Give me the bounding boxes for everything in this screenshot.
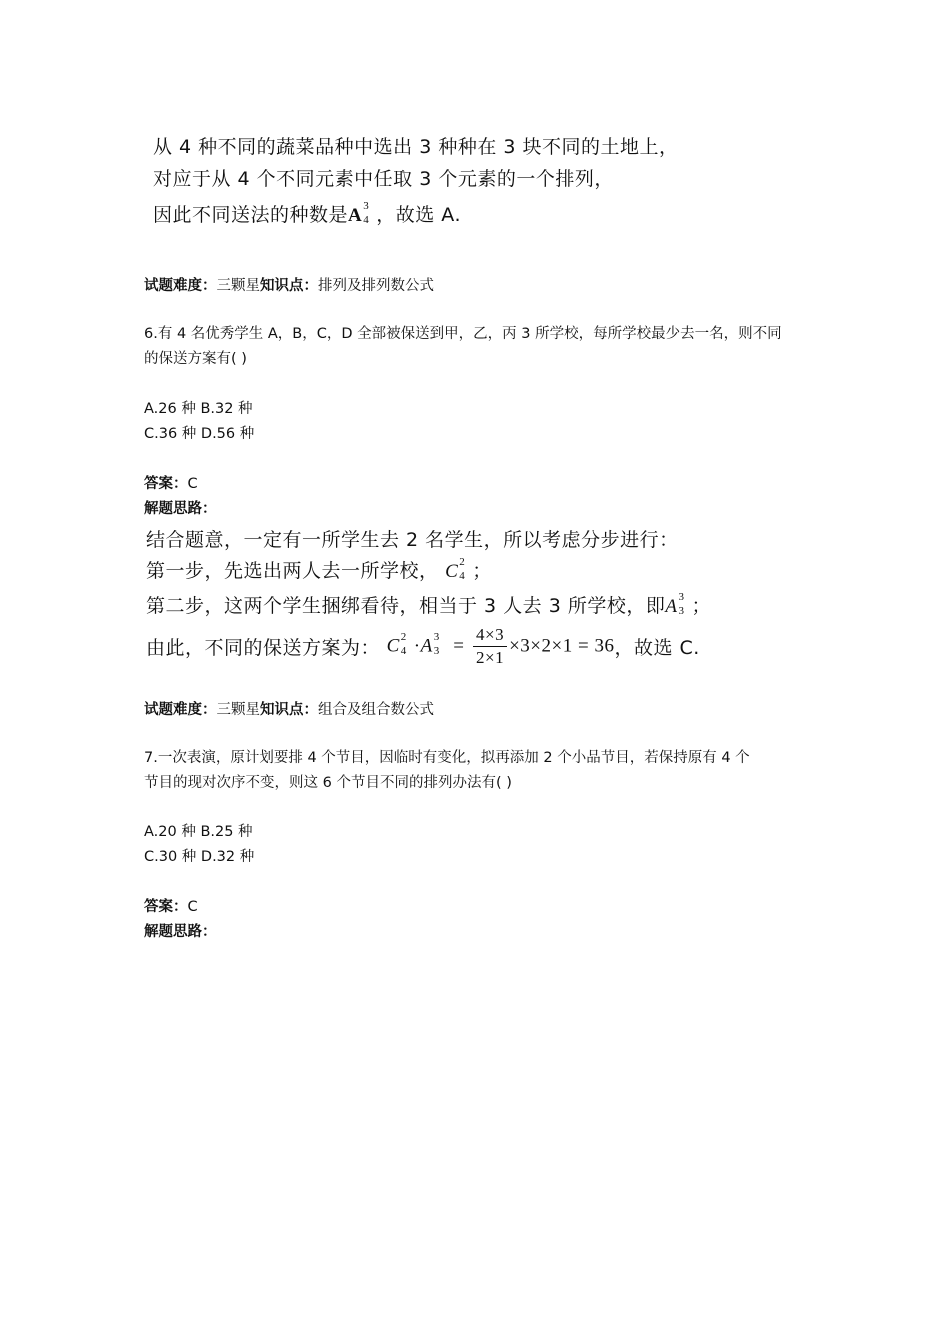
knowledge-label: 知识点： bbox=[260, 278, 318, 294]
q5-formula-sub: 4 bbox=[363, 213, 370, 226]
q6-a-sup: 3 bbox=[678, 590, 685, 603]
q6-formula-a-sup: 3 bbox=[433, 630, 440, 643]
q6-formula-c-sup: 2 bbox=[400, 630, 407, 643]
q6-formula-dot: · bbox=[413, 635, 421, 657]
q6-formula-a-sub: 3 bbox=[433, 644, 440, 657]
q6-formula-rest: ×3×2×1 = 36 bbox=[509, 635, 615, 657]
q6-a-symbol: A bbox=[665, 596, 678, 617]
difficulty-value: 三颗星 bbox=[216, 278, 260, 294]
difficulty-label: 试题难度： bbox=[144, 278, 217, 294]
q6-answer bbox=[144, 472, 198, 496]
answer-label: 答案： bbox=[144, 476, 188, 492]
q6-options-line1: A.26 种 B.32 种 bbox=[144, 401, 253, 417]
q5-solution-line1: 从 4 种不同的蔬菜品种中选出 3 种种在 3 块不同的土地上， bbox=[153, 136, 679, 158]
q6-c-sup: 2 bbox=[459, 555, 466, 568]
q6-formula-fraction bbox=[473, 624, 507, 669]
q5-solution-line3-end: ，故选 A. bbox=[376, 204, 461, 226]
q6-formula-c-sub: 4 bbox=[400, 644, 407, 657]
q6-formula-denominator: 2×1 bbox=[476, 648, 505, 667]
q7-options-line2: C.30 种 D.32 种 bbox=[144, 849, 255, 865]
q6-c-sub: 4 bbox=[459, 569, 466, 582]
q5-formula-symbol: A bbox=[348, 205, 363, 226]
q7-solution-label: 解题思路： bbox=[144, 924, 217, 940]
q6-c-symbol: C bbox=[445, 561, 459, 582]
q6-formula-eq: = bbox=[453, 635, 465, 657]
q6-solution-line2-text: 第一步，先选出两人去一所学校， bbox=[146, 560, 439, 582]
q6-formula-a: A bbox=[420, 635, 433, 657]
knowledge-label: 知识点： bbox=[260, 702, 318, 718]
q5-meta bbox=[144, 274, 434, 298]
q6-stem-line2: 的保送方案有( ) bbox=[144, 351, 247, 367]
difficulty-label: 试题难度： bbox=[144, 702, 217, 718]
q7-answer bbox=[144, 895, 198, 919]
q6-solution-line3-end: ； bbox=[691, 595, 711, 617]
q5-solution-line3 bbox=[153, 200, 461, 227]
q6-solution-line2-end: ； bbox=[472, 560, 492, 582]
q6-a-indices bbox=[677, 590, 691, 617]
q7-stem-line2: 节目的现对次序不变，则这 6 个节目不同的排列办法有( ) bbox=[144, 775, 512, 791]
q6-stem-line1: 6.有 4 名优秀学生 A，B，C，D 全部被保送到甲，乙，丙 3 所学校，每所学校最少去一名，则不同 bbox=[144, 326, 782, 342]
q6-meta bbox=[144, 698, 434, 722]
answer-label: 答案： bbox=[144, 899, 188, 915]
difficulty-value: 三颗星 bbox=[216, 702, 260, 718]
knowledge-value: 组合及组合数公式 bbox=[318, 702, 434, 718]
q6-c-indices bbox=[458, 555, 472, 582]
q6-solution-label: 解题思路： bbox=[144, 501, 217, 517]
q6-formula-a-indices bbox=[433, 630, 447, 657]
q6-a-sub: 3 bbox=[678, 604, 685, 617]
q5-formula-sup: 3 bbox=[363, 199, 370, 212]
q7-options-line1: A.20 种 B.25 种 bbox=[144, 824, 253, 840]
q6-solution-line1: 结合题意，一定有一所学生去 2 名学生，所以考虑分步进行： bbox=[146, 529, 679, 551]
q5-solution-line3-text: 因此不同送法的种数是 bbox=[153, 204, 349, 226]
q6-solution-line3 bbox=[146, 591, 711, 618]
q6-solution-line3-text: 第二步，这两个学生捆绑看待，相当于 3 人去 3 所学校，即 bbox=[146, 595, 666, 617]
q6-formula-numerator: 4×3 bbox=[473, 624, 507, 647]
q6-formula-c-indices bbox=[400, 630, 414, 657]
q6-formula-c: C bbox=[386, 635, 400, 657]
answer-value: C bbox=[187, 476, 198, 492]
q7-stem-line1: 7.一次表演，原计划要排 4 个节目，因临时有变化，拟再添加 2 个小品节目，若保持原有 4 个 bbox=[144, 750, 750, 766]
q6-solution-line4-end: ，故选 C. bbox=[614, 637, 700, 659]
q6-solution-line4-text: 由此，不同的保送方案为： bbox=[146, 637, 381, 659]
q5-formula-indices bbox=[362, 199, 376, 226]
q5-solution-line2: 对应于从 4 个不同元素中任取 3 个元素的一个排列， bbox=[153, 168, 614, 190]
q6-solution-line2 bbox=[146, 556, 492, 583]
q6-options-line2: C.36 种 D.56 种 bbox=[144, 426, 255, 442]
knowledge-value: 排列及排列数公式 bbox=[318, 278, 434, 294]
answer-value: C bbox=[187, 899, 198, 915]
q6-solution-line4 bbox=[146, 624, 700, 669]
